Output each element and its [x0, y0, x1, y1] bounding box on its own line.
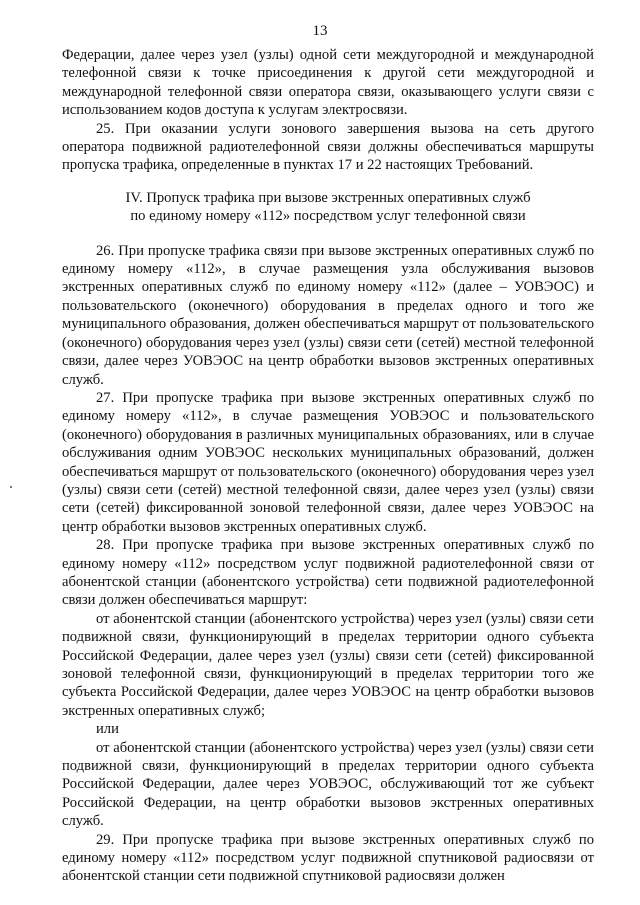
paragraph-or: или [96, 721, 119, 738]
paragraph-26: 26. При пропуске трафика связи при вызове экстренных оперативных служб по единому номеру «112», в случае размещения узла обслуживания вызовов экстренных оперативных служб по единому номеру «112» (далее – УОВЭОС) и пользовательского (оконечного) оборудования в пределах одного и того же муниципального образования, должен обеспечиваться маршрут от пользовательского (оконечного) оборудования через узел (узлы) связи сети (сетей) местной телефонной связи, далее через УОВЭОС на центр обработки вызовов экстренных оперативных служб. [62, 242, 594, 388]
paragraph-25: 25. При оказании услуги зонового завершения вызова на сеть другого оператора подвижной радиотелефонной связи должны обеспечиваться маршруты пропуска трафика, определенные в пунктах 17 и 22 настоящих Требований. [62, 120, 594, 174]
document-body [62, 46, 594, 886]
paragraph-28-route-1: от абонентской станции (абонентского устройства) через узел (узлы) связи сети подвижной связи, функционирующий в пределах территории одного субъекта Российской Федерации, далее через узел (узлы) связи сети (сетей) фиксированной зоновой телефонной связи, функционирующий в пределах территории того же субъекта Российской Федерации, далее через УОВЭОС на центр обработки вызовов экстренных оперативных служб; [62, 610, 594, 719]
margin-mark [10, 486, 12, 488]
paragraph-27: 27. При пропуске трафика при вызове экстренных оперативных служб по единому номеру «112», в случае размещения УОВЭОС и пользовательского (оконечного) оборудования в различных муниципальных образованиях, или в случае обслуживания одним УОВЭОС нескольких муниципальных образований, должен обеспечиваться маршрут от пользовательского (оконечного) оборудования через узел (узлы) связи сети (сетей) местной телефонной связи, далее через узел (узлы) связи сети (сетей) фиксированной зоновой телефонной связи, далее через УОВЭОС на центр обработки вызовов экстренных оперативных служб. [62, 389, 594, 535]
paragraph-28: 28. При пропуске трафика при вызове экстренных оперативных служб по единому номеру «112» посредством услуг подвижной радиотелефонной связи от абонентской станции (абонентского устройства) сети подвижной радиотелефонной связи должен обеспечиваться маршрут: [62, 537, 594, 609]
section-heading [62, 189, 594, 226]
section-heading-line-1: IV. Пропуск трафика при вызове экстренных оперативных служб [125, 189, 531, 206]
page-number: 13 [312, 23, 328, 39]
paragraph-29: 29. При пропуске трафика при вызове экстренных оперативных служб по единому номеру «112» посредством услуг подвижной спутниковой радиосвязи от абонентской станции сети подвижной спутниковой радиосвязи должен [62, 831, 594, 885]
paragraph-continuation: Федерации, далее через узел (узлы) одной сети междугородной и международной телефонной связи к точке присоединения к другой сети междугородной и международной телефонной связи оператора связи, оказывающего услуги связи с использованием кодов доступа к услугам электросвязи. [62, 47, 594, 119]
section-heading-line-2: по единому номеру «112» посредством услуг телефонной связи [130, 208, 526, 225]
paragraph-28-route-2: от абонентской станции (абонентского устройства) через узел (узлы) связи сети подвижной связи, функционирующий в пределах территории одного субъекта Российской Федерации, далее через УОВЭОС, обслуживающий тот же субъект Российской Федерации, на центр обработки вызовов экстренных оперативных служб. [62, 739, 594, 830]
